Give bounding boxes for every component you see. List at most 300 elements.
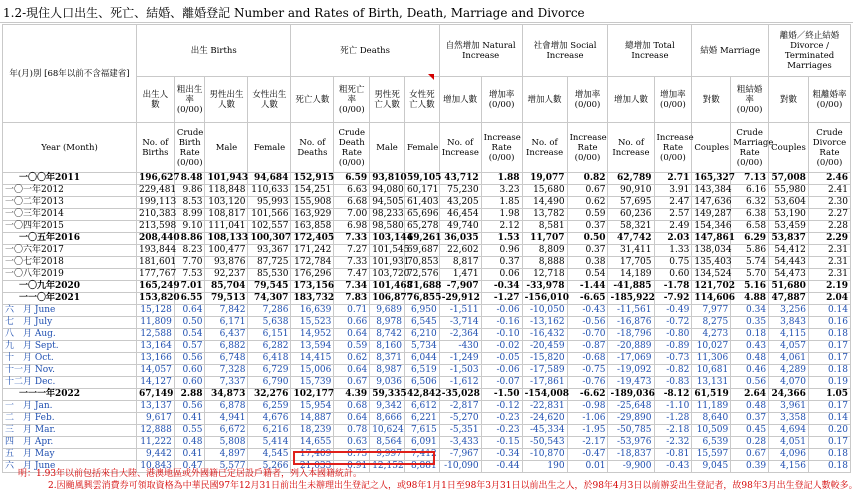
column-header-zh: 增加人數	[608, 77, 654, 123]
table-cell: 4,676	[248, 413, 291, 425]
table-cell: -53,976	[608, 437, 654, 449]
table-cell: 0.78	[334, 425, 370, 437]
table-cell: 15,006	[291, 365, 334, 377]
table-cell: 0.20	[808, 425, 850, 437]
table-cell: 6,878	[205, 401, 248, 413]
table-cell: 49,740	[439, 221, 481, 233]
table-cell: 9.86	[174, 185, 205, 197]
table-row	[3, 197, 851, 209]
table-cell: 0.37	[481, 257, 522, 269]
table-cell: -7.92	[654, 293, 692, 305]
table-cell: 8,564	[370, 437, 405, 449]
statistics-table	[2, 24, 851, 473]
column-header-zh: 女性出生人數	[248, 77, 291, 123]
table-cell: 6,790	[248, 377, 291, 389]
table-cell: -0.05	[481, 353, 522, 365]
table-cell: -29,912	[439, 293, 481, 305]
table-cell: 6,259	[248, 401, 291, 413]
table-cell: 0.63	[334, 437, 370, 449]
table-cell: -8.12	[654, 389, 692, 401]
table-cell: 6,519	[404, 365, 439, 377]
table-cell: 0.75	[334, 449, 370, 461]
table-cell: 32,276	[248, 389, 291, 401]
table-cell: 0.37	[731, 413, 769, 425]
table-cell: 0.18	[808, 449, 850, 461]
table-cell: 0.60	[174, 365, 205, 377]
table-cell: 154,251	[291, 185, 334, 197]
table-cell: 0.18	[731, 329, 769, 341]
table-row	[3, 293, 851, 305]
table-cell: -25,648	[608, 401, 654, 413]
table-cell: 4,694	[769, 425, 809, 437]
column-header-zh: 出生人數	[136, 77, 174, 123]
table-cell: 0.64	[334, 365, 370, 377]
table-cell: 14,415	[291, 353, 334, 365]
table-cell: 15,954	[291, 401, 334, 413]
table-row	[3, 413, 851, 425]
table-cell: 111,041	[205, 221, 248, 233]
table-row	[3, 437, 851, 449]
deaths-group-header: 死亡 Deaths	[291, 25, 439, 77]
table-cell: 79,545	[248, 281, 291, 293]
table-cell: -1.28	[654, 413, 692, 425]
table-cell: -0.07	[481, 377, 522, 389]
table-cell: -1,503	[439, 365, 481, 377]
table-cell: 0.19	[808, 377, 850, 389]
column-header-en: Crude Marriage Rate (0/00)	[731, 123, 769, 173]
table-cell: 2.46	[808, 173, 850, 185]
table-cell: 7.53	[174, 269, 205, 281]
row-label: 一〇二年2013	[3, 197, 137, 209]
table-cell: -45,334	[522, 425, 567, 437]
table-cell: 4,273	[692, 329, 731, 341]
table-cell: 6,506	[404, 377, 439, 389]
table-cell: 110,633	[248, 185, 291, 197]
table-cell: 0.43	[731, 341, 769, 353]
table-cell: 0.16	[808, 317, 850, 329]
table-cell: 5,734	[404, 341, 439, 353]
table-cell: 0.48	[731, 353, 769, 365]
table-cell: 7.00	[334, 209, 370, 221]
table-cell: -17,589	[522, 365, 567, 377]
table-cell: 0.50	[567, 233, 608, 245]
column-header-en: No. of Increase	[439, 123, 481, 173]
table-cell: 71,688	[404, 281, 439, 293]
table-cell: 93,367	[248, 245, 291, 257]
table-row	[3, 245, 851, 257]
table-cell: 0.17	[808, 437, 850, 449]
table-cell: 0.59	[567, 209, 608, 221]
table-cell: 54,443	[769, 257, 809, 269]
table-cell: 61,519	[692, 389, 731, 401]
table-cell: 14,490	[522, 197, 567, 209]
table-cell: 6,612	[404, 401, 439, 413]
table-cell: 196,627	[136, 173, 174, 185]
table-cell: -2,817	[439, 401, 481, 413]
table-cell: 118,848	[205, 185, 248, 197]
sheet-title-bar	[0, 0, 853, 23]
table-cell: 101,943	[205, 173, 248, 185]
table-cell: 92,237	[205, 269, 248, 281]
table-cell: 60,171	[404, 185, 439, 197]
table-row	[3, 221, 851, 233]
table-cell: 7,977	[692, 305, 731, 317]
table-row	[3, 269, 851, 281]
table-cell: 0.60	[654, 269, 692, 281]
table-cell: 0.28	[731, 437, 769, 449]
table-cell: 4,897	[205, 449, 248, 461]
table-cell: -0.49	[654, 305, 692, 317]
table-cell: 9,036	[370, 377, 405, 389]
table-cell: 0.64	[334, 413, 370, 425]
table-cell: 6,151	[248, 329, 291, 341]
table-cell: 0.54	[174, 329, 205, 341]
table-cell: 0.35	[731, 317, 769, 329]
table-cell: -0.23	[481, 413, 522, 425]
table-cell: -0.43	[654, 461, 692, 473]
table-cell: 98,233	[370, 209, 405, 221]
table-cell: -50,543	[522, 437, 567, 449]
table-cell: 171,242	[291, 245, 334, 257]
table-cell: 7,412	[404, 449, 439, 461]
table-cell: 0.17	[808, 401, 850, 413]
table-cell: 6,748	[205, 353, 248, 365]
table-cell: 8,371	[370, 353, 405, 365]
table-cell: 7.33	[334, 257, 370, 269]
table-cell: 6,282	[248, 341, 291, 353]
table-cell: 5.70	[731, 269, 769, 281]
table-cell: 2.19	[808, 281, 850, 293]
table-cell: 4,057	[769, 341, 809, 353]
table-row	[3, 185, 851, 197]
table-cell: 7,842	[205, 305, 248, 317]
table-cell: 0.64	[174, 305, 205, 317]
year-month-header-en: Year (Month)	[3, 123, 137, 173]
table-cell: -1.06	[567, 413, 608, 425]
table-cell: 11,809	[136, 317, 174, 329]
row-label: 九 月 Sept.	[3, 341, 137, 353]
table-cell: 43,205	[439, 197, 481, 209]
table-cell: -2.18	[654, 425, 692, 437]
table-cell: 8,666	[370, 413, 405, 425]
column-header-en: No. of Deaths	[291, 123, 334, 173]
table-cell: -156,010	[522, 293, 567, 305]
table-cell: 7,337	[205, 377, 248, 389]
table-cell: 2.12	[481, 221, 522, 233]
table-cell: 6,545	[404, 317, 439, 329]
table-cell: 199,113	[136, 197, 174, 209]
table-cell: 59,335	[370, 389, 405, 401]
table-cell: 102,557	[248, 221, 291, 233]
table-cell: 53,604	[769, 197, 809, 209]
table-cell: 69,261	[404, 233, 439, 245]
row-label: 十一月 Nov.	[3, 365, 137, 377]
table-cell: 8,978	[370, 317, 405, 329]
table-cell: 18,239	[291, 425, 334, 437]
table-cell: 213,598	[136, 221, 174, 233]
table-cell: 193,844	[136, 245, 174, 257]
table-cell: -1.50	[481, 389, 522, 401]
table-cell: 90,910	[608, 185, 654, 197]
table-cell: 155,908	[291, 197, 334, 209]
table-cell: 15,128	[136, 305, 174, 317]
table-cell: 15,597	[692, 449, 731, 461]
table-cell: 0.71	[334, 305, 370, 317]
table-cell: -2.32	[654, 437, 692, 449]
sheet-title: 1.2-現住人口出生、死亡、結婚、離婚登記 Number and Rates of Birth, Death, Marriage and Divorce	[3, 6, 585, 20]
column-header-en: No. of Births	[136, 123, 174, 173]
table-cell: -35,028	[439, 389, 481, 401]
table-cell: 6.59	[334, 173, 370, 185]
table-cell: 8.86	[174, 233, 205, 245]
table-cell: 61,403	[404, 197, 439, 209]
table-cell: 0.34	[731, 305, 769, 317]
table-cell: 7.47	[334, 269, 370, 281]
table-cell: 47,887	[769, 293, 809, 305]
table-cell: -1,249	[439, 353, 481, 365]
table-cell: 4.39	[334, 389, 370, 401]
table-cell: 173,156	[291, 281, 334, 293]
table-cell: 0.46	[731, 365, 769, 377]
row-label: 十 月 Oct.	[3, 353, 137, 365]
table-cell: 8,160	[370, 341, 405, 353]
table-cell: 163,858	[291, 221, 334, 233]
table-cell: 54,412	[769, 245, 809, 257]
column-header-zh: 對數	[769, 77, 809, 123]
table-cell: 34,873	[205, 389, 248, 401]
table-cell: -17,861	[522, 377, 567, 389]
table-cell: 17,705	[608, 257, 654, 269]
table-cell: 8,888	[522, 257, 567, 269]
table-cell: 9,442	[136, 449, 174, 461]
row-label: 一〇八年2019	[3, 269, 137, 281]
table-cell: 147,861	[692, 233, 731, 245]
table-cell: 5,414	[248, 437, 291, 449]
table-cell: 0.14	[808, 413, 850, 425]
table-cell: -0.72	[654, 317, 692, 329]
table-cell: -10,050	[522, 305, 567, 317]
table-cell: 16,639	[291, 305, 334, 317]
table-cell: -0.82	[654, 365, 692, 377]
table-cell: 46,454	[439, 209, 481, 221]
table-cell: 93,810	[370, 173, 405, 185]
table-cell: 6.38	[731, 209, 769, 221]
table-row	[3, 305, 851, 317]
table-cell: 14,887	[291, 413, 334, 425]
table-cell: -17,069	[608, 353, 654, 365]
column-header-en: Crude Birth Rate (0/00)	[174, 123, 205, 173]
comment-marker	[428, 74, 434, 80]
table-cell: -0.12	[481, 401, 522, 413]
table-cell: 121,702	[692, 281, 731, 293]
table-cell: 36,035	[439, 233, 481, 245]
table-cell: 42,842	[404, 389, 439, 401]
column-header-zh: 增加率 (0/00)	[567, 77, 608, 123]
table-cell: 106,877	[370, 293, 405, 305]
table-cell: 4,070	[769, 377, 809, 389]
births-group-header: 出生 Births	[136, 25, 290, 77]
table-cell: -19,473	[608, 377, 654, 389]
row-label: 一〇六年2017	[3, 245, 137, 257]
table-cell: 85,704	[205, 281, 248, 293]
table-cell: 13,782	[522, 209, 567, 221]
table-cell: 55,980	[769, 185, 809, 197]
table-cell: -13,162	[522, 317, 567, 329]
table-cell: 15,739	[291, 377, 334, 389]
table-cell: 6,171	[205, 317, 248, 329]
table-row	[3, 401, 851, 413]
table-cell: 101,545	[370, 245, 405, 257]
table-row	[3, 233, 851, 245]
table-cell: -185,922	[608, 293, 654, 305]
table-cell: 229,481	[136, 185, 174, 197]
table-cell: 4,061	[769, 353, 809, 365]
table-cell: 75,230	[439, 185, 481, 197]
row-label: 七 月 July	[3, 317, 137, 329]
table-cell: 12,718	[522, 269, 567, 281]
table-cell: 5,808	[205, 437, 248, 449]
table-cell: 7.33	[334, 233, 370, 245]
table-cell: 154,346	[692, 221, 731, 233]
table-cell: -22,831	[522, 401, 567, 413]
table-cell: 183,732	[291, 293, 334, 305]
table-cell: 149,287	[692, 209, 731, 221]
table-cell: 94,505	[370, 197, 405, 209]
table-cell: 2.47	[654, 197, 692, 209]
table-cell: 6.16	[731, 185, 769, 197]
table-cell: -29,890	[608, 413, 654, 425]
table-cell: -0.16	[481, 317, 522, 329]
table-cell: 7,328	[205, 365, 248, 377]
table-cell: -0.56	[567, 317, 608, 329]
table-cell: 2.04	[808, 293, 850, 305]
table-cell: -1.27	[481, 293, 522, 305]
table-cell: 4,156	[769, 461, 809, 473]
table-cell: 0.68	[334, 401, 370, 413]
column-header-en: Crude Divorce Rate (0/00)	[808, 123, 850, 173]
table-cell: 0.37	[567, 245, 608, 257]
row-label: 三 月 Mar.	[3, 425, 137, 437]
table-cell: 11,222	[136, 437, 174, 449]
table-cell: 176,296	[291, 269, 334, 281]
table-cell: -0.81	[654, 449, 692, 461]
column-header-zh: 死亡人數	[291, 77, 334, 123]
table-cell: 1.53	[481, 233, 522, 245]
table-cell: -6.65	[567, 293, 608, 305]
row-label: 一 月 Jan.	[3, 401, 137, 413]
table-cell: -3,433	[439, 437, 481, 449]
table-cell: 22,602	[439, 245, 481, 257]
row-label: 一〇〇年2011	[3, 173, 137, 185]
table-cell: 3,358	[769, 413, 809, 425]
table-cell: -5,351	[439, 425, 481, 437]
table-cell: 0.38	[567, 257, 608, 269]
table-cell: 0.37	[567, 221, 608, 233]
table-cell: 8,581	[522, 221, 567, 233]
table-cell: 8.53	[174, 197, 205, 209]
table-cell: 14,127	[136, 377, 174, 389]
table-cell: 0.67	[334, 377, 370, 389]
table-cell: 134,524	[692, 269, 731, 281]
table-cell: -6.62	[567, 389, 608, 401]
table-cell: -11,561	[608, 305, 654, 317]
table-cell: 9,617	[136, 413, 174, 425]
table-cell: 31,411	[608, 245, 654, 257]
table-cell: 94,684	[248, 173, 291, 185]
table-cell: 0.96	[481, 245, 522, 257]
table-cell: 11,306	[692, 353, 731, 365]
column-header-zh: 粗離婚率 (0/00)	[808, 77, 850, 123]
table-cell: 87,725	[248, 257, 291, 269]
table-cell: 2.31	[808, 245, 850, 257]
table-cell: 69,687	[404, 245, 439, 257]
natural-increase-group-header: 自然增加 Natural Increase	[439, 25, 522, 77]
row-label: 一〇五年2016	[3, 233, 137, 245]
table-cell: 6.55	[174, 293, 205, 305]
table-cell: 0.41	[174, 449, 205, 461]
table-cell: 2.88	[174, 389, 205, 401]
table-cell: 8.48	[174, 173, 205, 185]
table-cell: 6,091	[404, 437, 439, 449]
table-row	[3, 173, 851, 185]
table-cell: 6,950	[404, 305, 439, 317]
column-header-en: Female	[248, 123, 291, 173]
table-cell: 172,784	[291, 257, 334, 269]
divorce-group-header: 離婚／終止結婚 Divorce / Terminated Marriages	[769, 25, 851, 77]
table-cell: 8,742	[370, 329, 405, 341]
table-cell: 47,742	[608, 233, 654, 245]
table-cell: 10,843	[136, 461, 174, 473]
table-cell: 5,577	[205, 461, 248, 473]
table-cell: 58,321	[608, 221, 654, 233]
table-cell: 163,929	[291, 209, 334, 221]
table-cell: 0.14	[808, 305, 850, 317]
column-header-en: Increase Rate (0/00)	[654, 123, 692, 173]
table-cell: 138,034	[692, 245, 731, 257]
row-label: 一〇四年2015	[3, 221, 137, 233]
table-cell: 0.56	[731, 377, 769, 389]
table-cell: 8,640	[692, 413, 731, 425]
table-cell: 4,115	[769, 329, 809, 341]
table-cell: 2.57	[654, 209, 692, 221]
table-cell: 6,210	[404, 329, 439, 341]
column-header-en: Male	[205, 123, 248, 173]
table-cell: 74,307	[248, 293, 291, 305]
table-cell: 108,817	[205, 209, 248, 221]
table-cell: -0.43	[567, 305, 608, 317]
table-cell: 95,993	[248, 197, 291, 209]
table-cell: 12,152	[370, 461, 405, 473]
table-cell: -0.98	[567, 401, 608, 413]
table-cell: 79,513	[205, 293, 248, 305]
table-cell: 0.55	[174, 425, 205, 437]
table-cell: 2.28	[808, 221, 850, 233]
table-cell: 7.70	[174, 257, 205, 269]
table-cell: -1.10	[654, 401, 692, 413]
table-cell: 2.30	[808, 197, 850, 209]
table-cell: -10,090	[439, 461, 481, 473]
table-cell: 8.99	[174, 209, 205, 221]
table-cell: 3,961	[769, 401, 809, 413]
table-cell: 9,342	[370, 401, 405, 413]
table-cell: -20,459	[522, 341, 567, 353]
table-cell: 6,672	[205, 425, 248, 437]
table-cell: 9,997	[370, 449, 405, 461]
note-2: 2.因颱風興雲消費券可領取資格為中華民國97年12月31日前出生未辦理出生登記之人，或98年1月1日至98年3月31日以前出生之人，於98年4月3日以前辦妥出生登記者，故98年3月出生登記人數較多。	[48, 481, 858, 491]
row-label: 六 月 June	[3, 461, 137, 473]
table-cell: 6.32	[731, 197, 769, 209]
table-cell: -7,907	[439, 281, 481, 293]
